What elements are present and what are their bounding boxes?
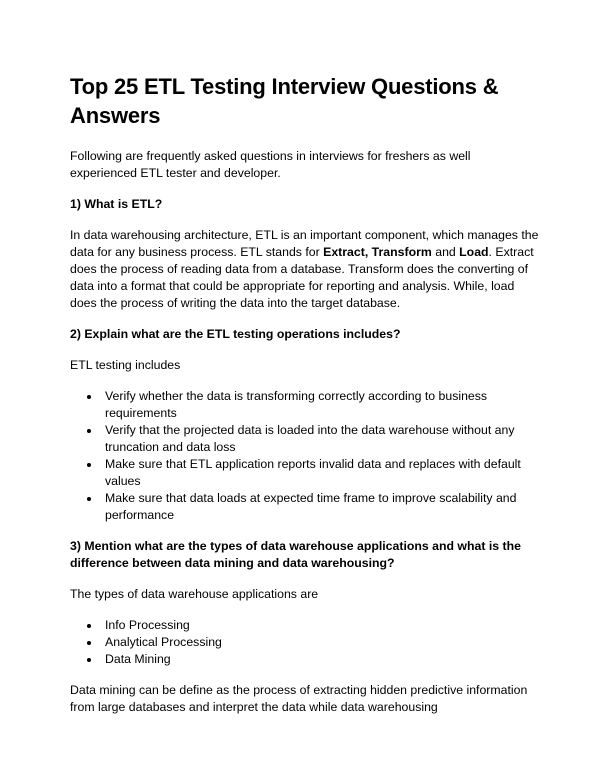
list-item: Info Processing: [70, 617, 540, 634]
term-load: Load: [459, 245, 489, 259]
question-2: 2) Explain what are the ETL testing operations includes?: [70, 327, 401, 341]
list-item: Data Mining: [70, 651, 540, 668]
page-title: Top 25 ETL Testing Interview Questions & Answers: [70, 74, 499, 128]
bullet-icon: [87, 641, 91, 645]
answer-1-text-post: . Extract does the process of reading data from a database. Transform does the converting of data into a format that could be appropriate for reporting and analysis. While, load does the process of writing the data into the target database.: [70, 245, 534, 310]
term-extract: Extract,: [323, 245, 369, 259]
list-item: Make sure that data loads at expected time frame to improve scalability and performance: [70, 490, 540, 524]
question-1: 1) What is ETL?: [70, 197, 163, 211]
term-transform: Transform: [371, 245, 432, 259]
answer-1: In data warehousing architecture, ETL is an important component, which manages the data for any business process. ETL stands for Extract, Transform and Load. Extract does the process of reading data from a database. Transform does the converting of data into a format that could be appropriate for reporting and analysis. While, load does the process of writing the data into the target database.: [70, 228, 539, 310]
list-item: Analytical Processing: [70, 634, 540, 651]
list-item: Verify whether the data is transforming correctly according to business requirements: [70, 388, 540, 422]
bullet-icon: [87, 395, 91, 399]
answer-2-lead: ETL testing includes: [70, 358, 181, 372]
etl-operations-list: [70, 388, 540, 524]
document-page: [70, 72, 540, 716]
question-3: 3) Mention what are the types of data warehouse applications and what is the difference between data mining and data warehousing?: [70, 539, 521, 570]
bullet-icon: [87, 463, 91, 467]
list-item: Verify that the projected data is loaded into the data warehouse without any truncation and data loss: [70, 422, 540, 456]
bullet-icon: [87, 658, 91, 662]
list-item: Make sure that ETL application reports invalid data and replaces with default values: [70, 456, 540, 490]
bullet-icon: [87, 624, 91, 628]
bullet-icon: [87, 497, 91, 501]
answer-3-lead: The types of data warehouse applications are: [70, 587, 319, 601]
intro-paragraph: Following are frequently asked questions in interviews for freshers as well experienced ETL tester and developer.: [70, 149, 471, 180]
answer-1-text-pre: In data warehousing architecture, ETL is an important component, which manages the data for any business process. ETL stands for: [70, 228, 539, 259]
answer-3: Data mining can be define as the process of extracting hidden predictive information from large databases and interpret the data while data warehousing: [70, 683, 528, 714]
bullet-icon: [87, 429, 91, 433]
warehouse-applications-list: [70, 617, 540, 668]
